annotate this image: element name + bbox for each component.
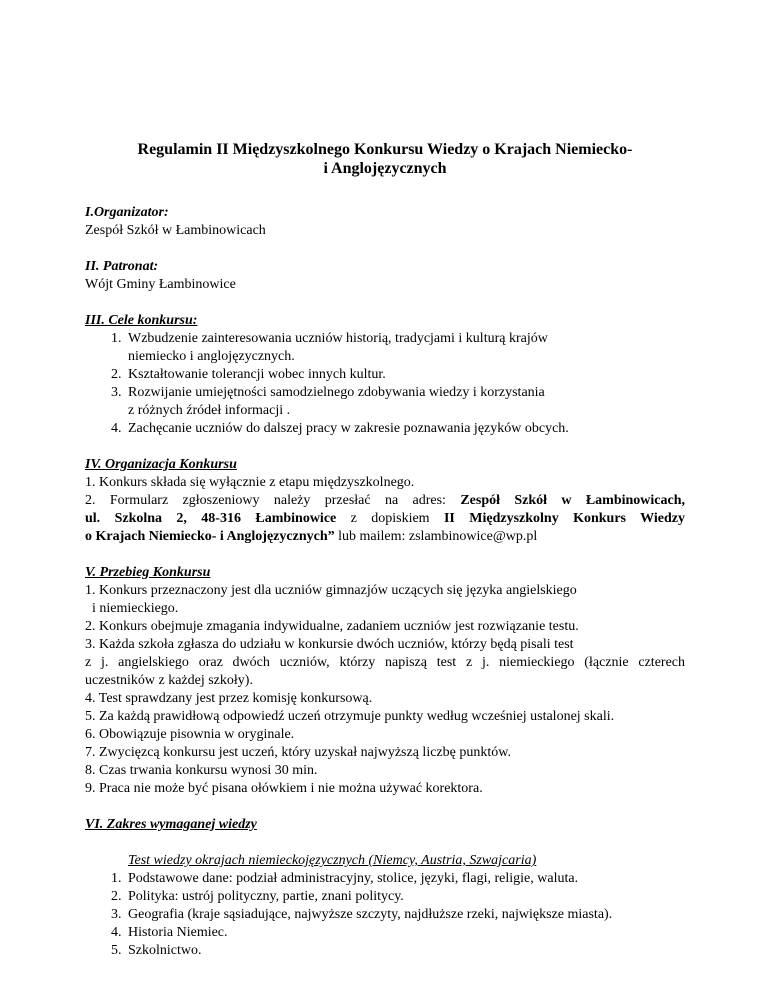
address-street: ul. Szkolna 2, 48-316 Łambinowice [85, 511, 337, 526]
course-p1a: 1. Konkurs przeznaczony jest dla uczniów gimnazjów uczących się języka angielskiego [85, 583, 577, 598]
list-item [85, 366, 685, 384]
section-goals [85, 312, 685, 438]
course-p3b: z j. angielskiego oraz dwóch uczniów, którzy napiszą test z j. niemieckiego (łącznie czterech [85, 655, 685, 670]
section-heading: II. Patronat: [85, 259, 159, 274]
list-text: Wzbudzenie zainteresowania uczniów historią, tradycjami i kulturą krajów [128, 331, 548, 346]
list-number: 2. [111, 367, 122, 382]
document-page [85, 140, 685, 978]
list-text: Zachęcanie uczniów do dalszej pracy w zakresie poznawania języków obcych. [128, 421, 569, 436]
course-p4: 4. Test sprawdzany jest przez komisję konkursową. [85, 691, 373, 706]
title-line-1: Regulamin II Międzyszkolnego Konkursu Wiedzy o Krajach Niemiecko- [137, 141, 633, 158]
section-heading: III. Cele konkursu: [85, 313, 198, 328]
course-p9: 9. Praca nie może być pisana ołówkiem i nie można używać korektora. [85, 781, 483, 796]
course-p3a: 3. Każda szkoła zgłasza do udziału w konkursie dwóch uczniów, którzy będą pisali test [85, 637, 574, 652]
list-text: Polityka: ustrój polityczny, partie, znani politycy. [128, 889, 404, 904]
section-course [85, 564, 685, 798]
section-organization [85, 456, 685, 546]
section-patronage [85, 258, 685, 294]
section-heading: IV. Organizacja Konkursu [85, 457, 237, 472]
email-text: lub mailem: zslambinowice@wp.pl [334, 529, 538, 544]
scope-list [85, 870, 685, 960]
list-text: Szkolnictwo. [128, 943, 202, 958]
list-number: 4. [111, 925, 122, 940]
organizer-text: Zespół Szkół w Łambinowicach [85, 223, 266, 238]
course-p8: 8. Czas trwania konkursu wynosi 30 min. [85, 763, 318, 778]
title-line-2: i Anglojęzycznych [323, 160, 447, 177]
address-school: Zespół Szkół w Łambinowicach, [460, 493, 686, 508]
organization-p1: 1. Konkurs składa się wyłącznie z etapu międzyszkolnego. [85, 475, 415, 490]
list-item [85, 330, 685, 366]
list-item [85, 384, 685, 420]
list-item [85, 870, 685, 888]
document-title [85, 140, 685, 178]
organization-p2-line1 [85, 492, 685, 510]
list-item [85, 420, 685, 438]
list-number: 1. [111, 871, 122, 886]
list-item [85, 942, 685, 960]
list-text-cont: z różnych źródeł informacji . [128, 403, 291, 418]
course-p7: 7. Zwycięzcą konkursu jest uczeń, który uzyskał najwyższą liczbę punktów. [85, 745, 511, 760]
list-item [85, 906, 685, 924]
organization-p2-line2 [85, 510, 685, 528]
text-fragment: z dopiskiem [336, 511, 444, 526]
list-text: Rozwijanie umiejętności samodzielnego zdobywania wiedzy i korzystania [128, 385, 545, 400]
text-fragment: 2. Formularz zgłoszeniowy należy przesłać na adres: [85, 493, 461, 508]
patronage-text: Wójt Gminy Łambinowice [85, 277, 236, 292]
course-p1b: i niemieckiego. [92, 601, 179, 616]
section-heading: VI. Zakres wymaganej wiedzy [85, 817, 257, 832]
list-item [85, 888, 685, 906]
contest-name: II Międzyszkolny Konkurs Wiedzy [443, 511, 685, 526]
list-number: 4. [111, 421, 122, 436]
list-number: 1. [111, 331, 122, 346]
section-scope [85, 816, 685, 960]
course-p3c: uczestników z każdej szkoły). [85, 673, 253, 688]
section-heading: V. Przebieg Konkursu [85, 565, 211, 580]
list-item [85, 924, 685, 942]
list-number: 2. [111, 889, 122, 904]
list-text: Geografia (kraje sąsiadujące, najwyższe szczyty, najdłuższe rzeki, największe miasta). [128, 907, 613, 922]
course-p5: 5. Za każdą prawidłową odpowiedź uczeń otrzymuje punkty według wcześniej ustalonej skali. [85, 709, 615, 724]
section-organizer [85, 204, 685, 240]
organization-p2-line3 [85, 528, 685, 546]
list-text: Historia Niemiec. [128, 925, 228, 940]
list-text: Kształtowanie tolerancji wobec innych kultur. [128, 367, 386, 382]
contest-name-cont: o Krajach Niemiecko- i Anglojęzycznych” [85, 529, 335, 544]
list-text-cont: niemiecko i anglojęzycznych. [128, 349, 295, 364]
course-p2: 2. Konkurs obejmuje zmagania indywidualne, zadaniem uczniów jest rozwiązanie testu. [85, 619, 579, 634]
list-number: 3. [111, 907, 122, 922]
list-number: 5. [111, 943, 122, 958]
course-p6: 6. Obowiązuje pisownia w oryginale. [85, 727, 295, 742]
goals-list [85, 330, 685, 438]
topic-title: Test wiedzy okrajach niemieckojęzycznych (Niemcy, Austria, Szwajcaria) [128, 853, 537, 868]
list-text: Podstawowe dane: podział administracyjny, stolice, języki, flagi, religie, waluta. [128, 871, 579, 886]
section-heading: I.Organizator: [85, 205, 169, 220]
list-number: 3. [111, 385, 122, 400]
